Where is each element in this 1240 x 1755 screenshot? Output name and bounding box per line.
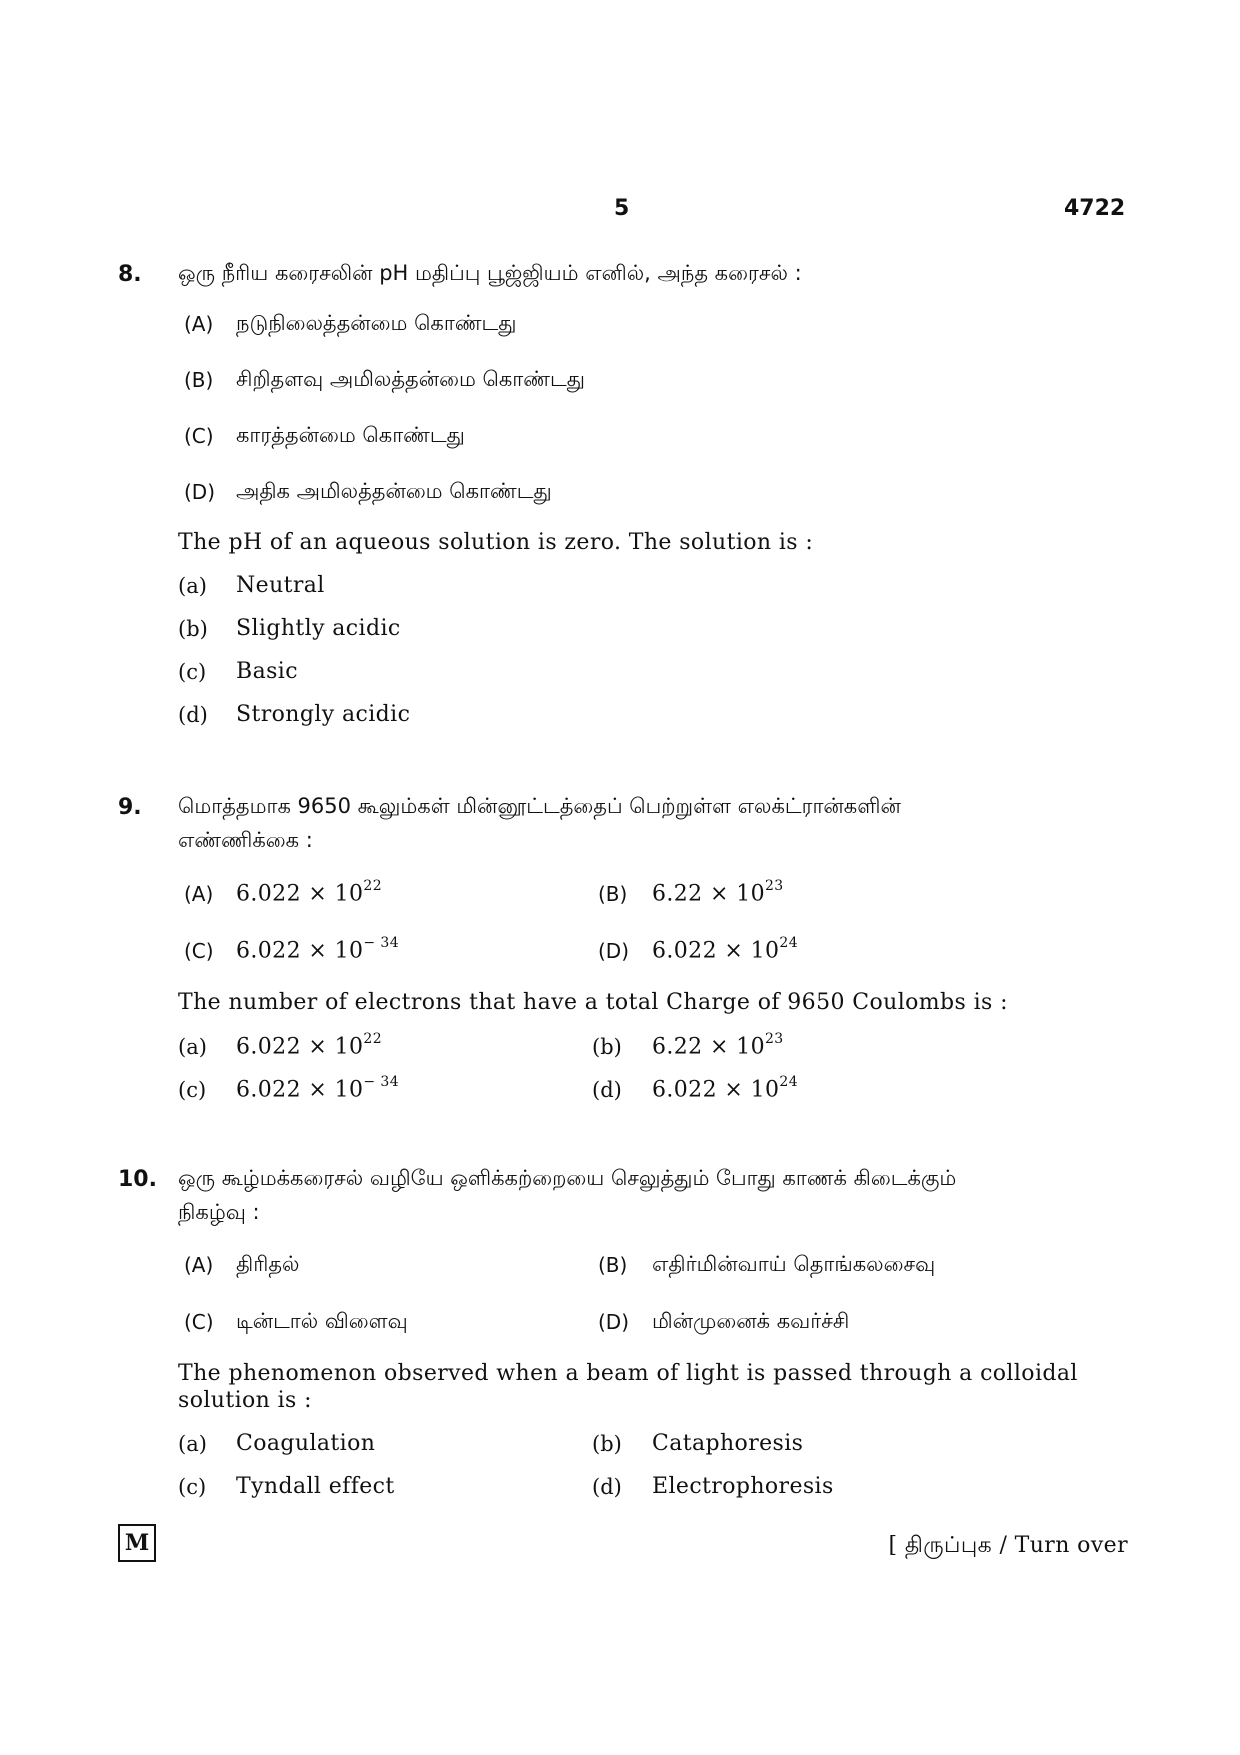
option-label: (C): [184, 939, 214, 963]
option-label: (A): [184, 1253, 214, 1277]
option-label: (A): [184, 312, 214, 336]
question-text-english: The number of electrons that have a total Charge of 9650 Coulombs is :: [178, 990, 1008, 1015]
turn-over-note: [ திருப்புக / Turn over: [888, 1533, 1128, 1558]
option-text: திரிதல்: [236, 1252, 300, 1276]
option-text: Tyndall effect: [236, 1474, 395, 1499]
option-text: Electrophoresis: [652, 1474, 834, 1499]
question-text-tamil: மொத்தமாக 9650 கூலும்கள் மின்னூட்டத்தைப் பெற்றுள்ள எலக்ட்ரான்களின்: [178, 794, 901, 818]
option-label: (d): [592, 1078, 622, 1102]
option-value: $6.022 \times 10^{- 34}$: [236, 1074, 400, 1103]
option-text: காரத்தன்மை கொண்டது: [236, 423, 465, 447]
option-text: மின்முனைக் கவர்ச்சி: [652, 1309, 850, 1333]
option-label: (d): [178, 703, 208, 727]
question-text-english: The phenomenon observed when a beam of light is passed through a colloidal: [178, 1361, 1078, 1386]
option-label: (b): [178, 617, 208, 641]
option-label: (b): [592, 1432, 622, 1456]
option-value: $6.022 \times 10^{24}$: [652, 1074, 799, 1103]
option-text: Cataphoresis: [652, 1431, 804, 1456]
option-text: Slightly acidic: [236, 616, 401, 641]
question-text-tamil-cont: நிகழ்வு :: [178, 1200, 260, 1224]
option-text: நடுநிலைத்தன்மை கொண்டது: [236, 311, 517, 335]
medium-mark-box: M: [118, 1524, 156, 1562]
option-label: (b): [592, 1035, 622, 1059]
option-label: (A): [184, 882, 214, 906]
question-text-english: The pH of an aqueous solution is zero. The solution is :: [178, 530, 814, 555]
question-number: 8.: [118, 262, 142, 287]
option-label: (D): [598, 1310, 630, 1334]
option-text: அதிக அமிலத்தன்மை கொண்டது: [236, 479, 552, 503]
question-number: 9.: [118, 795, 142, 820]
option-value: $6.22 \times 10^{23}$: [652, 1031, 784, 1060]
option-text: Coagulation: [236, 1431, 376, 1456]
option-text: Basic: [236, 659, 298, 684]
option-label: (D): [598, 939, 630, 963]
question-number: 10.: [118, 1167, 157, 1192]
option-label: (B): [598, 1253, 628, 1277]
option-label: (c): [178, 660, 207, 684]
option-value: $6.022 \times 10^{- 34}$: [236, 935, 400, 964]
option-value: $6.022 \times 10^{22}$: [236, 1031, 383, 1060]
question-text-english-cont: solution is :: [178, 1388, 312, 1413]
option-label: (B): [598, 882, 628, 906]
option-label: (a): [178, 1432, 207, 1456]
question-text-tamil: ஒரு நீரிய கரைசலின் pH மதிப்பு பூஜ்ஜியம் எனில், அந்த கரைசல் :: [178, 261, 802, 285]
option-label: (a): [178, 1035, 207, 1059]
option-label: (C): [184, 1310, 214, 1334]
option-label: (C): [184, 424, 214, 448]
option-label: (B): [184, 368, 214, 392]
option-label: (D): [184, 480, 216, 504]
option-value: $6.022 \times 10^{24}$: [652, 935, 799, 964]
page-number: 5: [614, 196, 630, 221]
option-label: (a): [178, 574, 207, 598]
option-text: Strongly acidic: [236, 702, 411, 727]
option-label: (d): [592, 1475, 622, 1499]
option-text: எதிர்மின்வாய் தொங்கலசைவு: [652, 1252, 936, 1276]
option-value: $6.022 \times 10^{22}$: [236, 878, 383, 907]
option-text: சிறிதளவு அமிலத்தன்மை கொண்டது: [236, 367, 585, 391]
question-text-tamil-cont: எண்ணிக்கை :: [178, 828, 313, 852]
question-text-tamil: ஒரு கூழ்மக்கரைசல் வழியே ஒளிக்கற்றையை செலுத்தும் போது காணக் கிடைக்கும்: [178, 1166, 957, 1190]
option-value: $6.22 \times 10^{23}$: [652, 878, 784, 907]
paper-code: 4722: [1064, 196, 1126, 221]
option-label: (c): [178, 1078, 207, 1102]
option-text: டின்டால் விளைவு: [236, 1309, 408, 1333]
option-text: Neutral: [236, 573, 325, 598]
option-label: (c): [178, 1475, 207, 1499]
